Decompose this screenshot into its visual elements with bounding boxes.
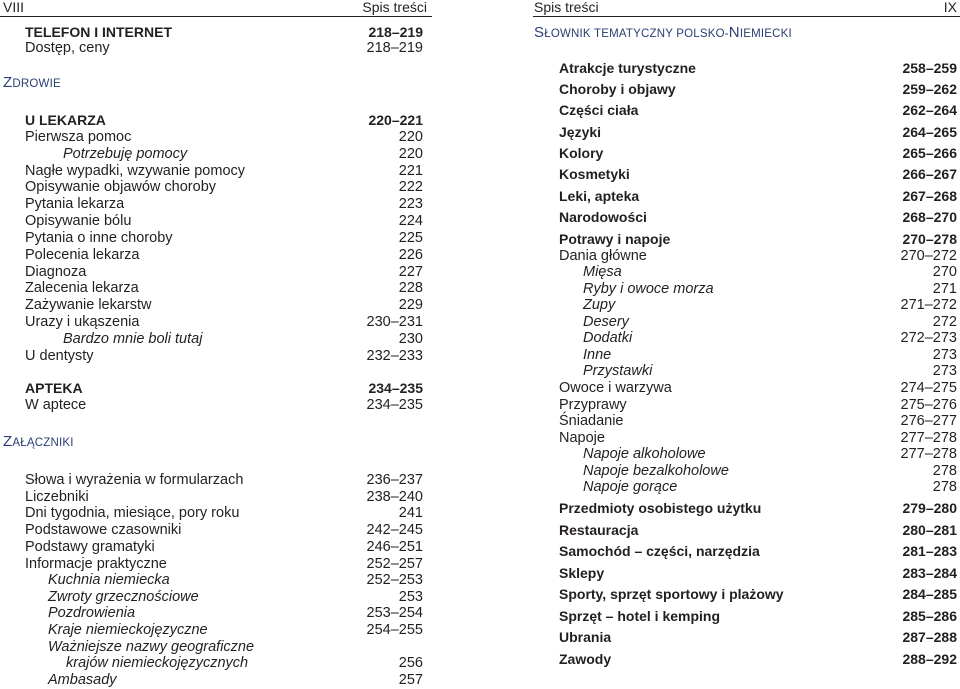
toc-entry-title: Zwroty grzecznościowe — [48, 589, 199, 605]
toc-entry-pages: 270 — [932, 264, 957, 280]
toc-entry — [25, 314, 423, 331]
toc-entry-title: Zalecenia lekarza — [25, 280, 139, 296]
toc-entry-pages: 227 — [398, 264, 423, 280]
toc-entry-pages: 267–268 — [902, 188, 957, 204]
toc-entry-title: Desery — [583, 314, 629, 330]
toc-entry-pages: 278 — [932, 463, 957, 479]
toc-entry — [25, 112, 423, 129]
toc-entry-title: Podstawowe czasowniki — [25, 522, 182, 538]
toc-entry-title: Języki — [559, 124, 602, 140]
section-rest: ŁOWNIK TEMATYCZNY POLSKO — [544, 28, 725, 40]
toc-entry — [583, 446, 957, 463]
toc-entry-title: Bardzo mnie boli tutaj — [63, 331, 203, 347]
left-running-title: Spis treści — [362, 0, 427, 15]
toc-entry-title: Sprzęt – hotel i kemping — [559, 608, 721, 624]
toc-entry — [559, 166, 957, 183]
toc-entry — [559, 60, 957, 77]
toc-entry-title: Leki, apteka — [559, 188, 640, 204]
toc-entry-title: Atrakcje turystyczne — [559, 60, 696, 76]
toc-entry-pages: 253 — [398, 589, 423, 605]
toc-entry-pages: 265–266 — [902, 145, 957, 161]
toc-entry — [25, 129, 423, 146]
toc-entry — [48, 589, 423, 606]
toc-entry-title: Zupy — [583, 297, 616, 313]
toc-entry-title: Owoce i warzywa — [559, 380, 672, 396]
toc-entry-title: Zawody — [559, 651, 612, 667]
toc-entry — [559, 209, 957, 226]
toc-entry-pages: 234–235 — [368, 380, 423, 396]
toc-entry — [559, 522, 957, 539]
toc-entry-pages: 242–245 — [366, 522, 423, 538]
toc-entry — [25, 280, 423, 297]
toc-entry-pages: 252–257 — [366, 556, 423, 572]
toc-entry-title: Potrzebuję pomocy — [63, 146, 188, 162]
toc-entry-pages: 230 — [398, 331, 423, 347]
toc-entry-title: Ważniejsze nazwy geograficzne — [48, 639, 255, 655]
toc-entry — [559, 188, 957, 205]
left-page-header — [0, 0, 432, 17]
toc-entry — [48, 572, 423, 589]
toc-entry-title: Opisywanie bólu — [25, 213, 132, 229]
toc-entry-title: Kraje niemieckojęzyczne — [48, 622, 208, 638]
toc-entry — [583, 347, 957, 364]
toc-entry-title: Napoje gorące — [583, 479, 678, 495]
toc-entry-pages: 220–221 — [368, 112, 423, 128]
toc-entry — [559, 500, 957, 517]
toc-entry-pages: 225 — [398, 230, 423, 246]
toc-entry — [559, 81, 957, 98]
toc-entry-pages: 234–235 — [366, 397, 423, 413]
toc-entry-pages: 273 — [932, 363, 957, 379]
toc-entry — [25, 397, 423, 414]
toc-entry-pages: 274–275 — [900, 380, 957, 396]
toc-entry-pages: 220 — [398, 146, 423, 162]
toc-entry-title: Liczebniki — [25, 489, 89, 505]
toc-entry-title: Przystawki — [583, 363, 653, 379]
toc-entry — [25, 472, 423, 489]
toc-entry-pages: 262–264 — [902, 102, 957, 118]
section-initial: Z — [3, 74, 13, 91]
toc-entry-pages: 228 — [398, 280, 423, 296]
toc-entry — [25, 539, 423, 556]
toc-entry — [559, 102, 957, 119]
toc-entry-pages: 283–284 — [902, 565, 957, 581]
toc-entry-title: Dodatki — [583, 330, 633, 346]
toc-entry — [583, 363, 957, 380]
toc-entry — [25, 196, 423, 213]
toc-entry — [25, 247, 423, 264]
toc-entry-pages: 232–233 — [366, 348, 423, 364]
toc-entry-title: Ubrania — [559, 629, 612, 645]
toc-entry-pages: 272–273 — [900, 330, 957, 346]
toc-entry — [559, 608, 957, 625]
toc-entry-pages: 287–288 — [902, 629, 957, 645]
toc-entry-pages: 246–251 — [366, 539, 423, 555]
section-initial: S — [534, 24, 545, 41]
toc-entry — [559, 430, 957, 447]
toc-entry-title: Ambasady — [48, 672, 117, 688]
toc-entry-title: Napoje — [559, 430, 605, 446]
toc-entry-pages: 288–292 — [902, 651, 957, 667]
toc-entry — [559, 397, 957, 414]
toc-entry — [66, 655, 423, 672]
toc-entry-pages: 252–253 — [366, 572, 423, 588]
toc-entry-title: Sklepy — [559, 565, 605, 581]
toc-entry-pages: 221 — [398, 163, 423, 179]
toc-entry — [583, 463, 957, 480]
section-heading-slownik — [534, 24, 792, 41]
toc-entry-title: Dni tygodnia, miesiące, pory roku — [25, 505, 240, 521]
toc-entry-pages: 238–240 — [366, 489, 423, 505]
toc-entry-pages: 223 — [398, 196, 423, 212]
toc-entry-title: U dentysty — [25, 348, 94, 364]
left-page — [0, 0, 432, 688]
toc-entry — [48, 639, 423, 656]
toc-entry-title: Nagłe wypadki, wzywanie pomocy — [25, 163, 246, 179]
toc-entry-title: Diagnoza — [25, 264, 87, 280]
toc-entry — [48, 605, 423, 622]
toc-entry-pages: 280–281 — [902, 522, 957, 538]
toc-entry-pages: 275–276 — [900, 397, 957, 413]
toc-entry — [25, 522, 423, 539]
toc-entry — [583, 479, 957, 496]
toc-entry-title: Pytania lekarza — [25, 196, 125, 212]
toc-entry-pages: 226 — [398, 247, 423, 263]
toc-entry — [25, 505, 423, 522]
toc-entry-pages: 230–231 — [366, 314, 423, 330]
toc-entry — [559, 231, 957, 248]
toc-entry-pages: 241 — [398, 505, 423, 521]
section-heading-zdrowie — [3, 74, 61, 91]
toc-entry-title: Przedmioty osobistego użytku — [559, 500, 762, 516]
toc-entry-pages: 264–265 — [902, 124, 957, 140]
toc-entry — [559, 565, 957, 582]
right-page — [533, 0, 960, 688]
toc-entry-pages: 277–278 — [900, 430, 957, 446]
toc-entry-pages: 281–283 — [902, 543, 957, 559]
toc-entry-title: Podstawy gramatyki — [25, 539, 155, 555]
toc-entry-title: Mięsa — [583, 264, 622, 280]
toc-entry-title: Zażywanie lekarstw — [25, 297, 152, 313]
toc-entry — [559, 586, 957, 603]
toc-entry-title: Ryby i owoce morza — [583, 281, 714, 297]
toc-entry-pages: 253–254 — [366, 605, 423, 621]
toc-entry — [25, 179, 423, 196]
toc-entry — [25, 163, 423, 180]
toc-entry — [25, 489, 423, 506]
toc-entry-title: Dostęp, ceny — [25, 40, 110, 56]
toc-entry — [583, 330, 957, 347]
toc-entry-title: Choroby i objawy — [559, 81, 676, 97]
toc-entry-title: Napoje alkoholowe — [583, 446, 706, 462]
toc-entry — [25, 556, 423, 573]
toc-entry-title: Informacje praktyczne — [25, 556, 167, 572]
section-rest: DROWIE — [12, 78, 61, 90]
toc-entry-title: Dania główne — [559, 248, 647, 264]
toc-entry-pages: 229 — [398, 297, 423, 313]
toc-entry-title: Kuchnia niemiecka — [48, 572, 170, 588]
toc-entry-pages: 220 — [398, 129, 423, 145]
toc-entry-title: Restauracja — [559, 522, 639, 538]
toc-entry — [48, 622, 423, 639]
toc-entry — [583, 264, 957, 281]
toc-entry-title: Kosmetyki — [559, 166, 630, 182]
toc-entry-pages: 271–272 — [900, 297, 957, 313]
toc-entry — [48, 672, 423, 689]
toc-entry-title: Kolory — [559, 145, 604, 161]
toc-entry — [25, 24, 423, 41]
toc-entry — [559, 413, 957, 430]
toc-entry — [25, 380, 423, 397]
right-page-number: IX — [943, 0, 957, 15]
toc-entry-title: W aptece — [25, 397, 87, 413]
right-page-header — [533, 0, 960, 17]
toc-entry — [559, 124, 957, 141]
section-heading-zalaczniki — [3, 433, 74, 450]
toc-entry-title: Opisywanie objawów choroby — [25, 179, 217, 195]
toc-entry — [559, 145, 957, 162]
toc-entry-pages: 271 — [932, 281, 957, 297]
toc-entry — [583, 281, 957, 298]
toc-entry — [25, 264, 423, 281]
toc-entry-pages: 224 — [398, 213, 423, 229]
toc-entry — [559, 629, 957, 646]
toc-entry-pages: 278 — [932, 479, 957, 495]
toc-entry-pages: 272 — [932, 314, 957, 330]
toc-entry-title: Słowa i wyrażenia w formularzach — [25, 472, 244, 488]
toc-entry — [25, 40, 423, 57]
toc-entry — [25, 213, 423, 230]
toc-entry-pages: 222 — [398, 179, 423, 195]
toc-entry — [25, 348, 423, 365]
toc-entry-pages: 218–219 — [368, 24, 423, 40]
toc-entry — [559, 651, 957, 668]
toc-entry — [63, 331, 423, 348]
toc-entry — [559, 380, 957, 397]
toc-entry-title: TELEFON I INTERNET — [25, 24, 172, 40]
toc-entry-title: krajów niemieckojęzycznych — [66, 655, 249, 671]
toc-entry-title: Polecenia lekarza — [25, 247, 140, 263]
toc-entry — [559, 248, 957, 265]
toc-entry-title: Pierwsza pomoc — [25, 129, 132, 145]
left-page-number: VIII — [3, 0, 25, 15]
toc-entry-title: Potrawy i napoje — [559, 231, 671, 247]
toc-entry-title: Pytania o inne choroby — [25, 230, 173, 246]
toc-entry — [63, 146, 423, 163]
toc-entry-title: Części ciała — [559, 102, 639, 118]
toc-entry — [583, 314, 957, 331]
toc-entry-title: Napoje bezalkoholowe — [583, 463, 729, 479]
toc-entry-pages: 268–270 — [902, 209, 957, 225]
toc-entry — [559, 543, 957, 560]
section-initial: Z — [3, 433, 13, 450]
section-dash: - — [724, 28, 729, 40]
toc-entry-pages: 273 — [932, 347, 957, 363]
toc-entry-pages: 285–286 — [902, 608, 957, 624]
section-rest-2: IEMIECKI — [739, 28, 792, 40]
toc-entry-title: APTEKA — [25, 380, 83, 396]
toc-entry-pages: 270–272 — [900, 248, 957, 264]
toc-entry-pages: 258–259 — [902, 60, 957, 76]
toc-entry-pages: 270–278 — [902, 231, 957, 247]
toc-entry — [583, 297, 957, 314]
toc-entry-title: Inne — [583, 347, 612, 363]
toc-entry-pages: 259–262 — [902, 81, 957, 97]
toc-entry-pages: 266–267 — [902, 166, 957, 182]
toc-entry-title: U LEKARZA — [25, 112, 106, 128]
toc-entry-title: Sporty, sprzęt sportowy i plażowy — [559, 586, 784, 602]
toc-entry-title: Samochód – części, narzędzia — [559, 543, 760, 559]
toc-entry-pages: 279–280 — [902, 500, 957, 516]
toc-entry-pages: 284–285 — [902, 586, 957, 602]
toc-entry-title: Śniadanie — [559, 413, 624, 429]
toc-entry — [25, 230, 423, 247]
toc-entry-pages: 218–219 — [366, 40, 423, 56]
section-initial-2: N — [728, 24, 740, 41]
toc-entry-pages: 257 — [398, 672, 423, 688]
toc-entry-pages: 277–278 — [900, 446, 957, 462]
toc-entry-pages: 276–277 — [900, 413, 957, 429]
toc-entry-pages: 256 — [398, 655, 423, 671]
toc-entry — [25, 297, 423, 314]
toc-entry-title: Pozdrowienia — [48, 605, 136, 621]
toc-entry-title: Narodowości — [559, 209, 647, 225]
toc-entry-pages: 254–255 — [366, 622, 423, 638]
toc-entry-title: Urazy i ukąszenia — [25, 314, 140, 330]
toc-entry-pages: 236–237 — [366, 472, 423, 488]
toc-entry-title: Przyprawy — [559, 397, 627, 413]
right-running-title: Spis treści — [534, 0, 599, 15]
section-rest: AŁĄCZNIKI — [12, 437, 74, 449]
